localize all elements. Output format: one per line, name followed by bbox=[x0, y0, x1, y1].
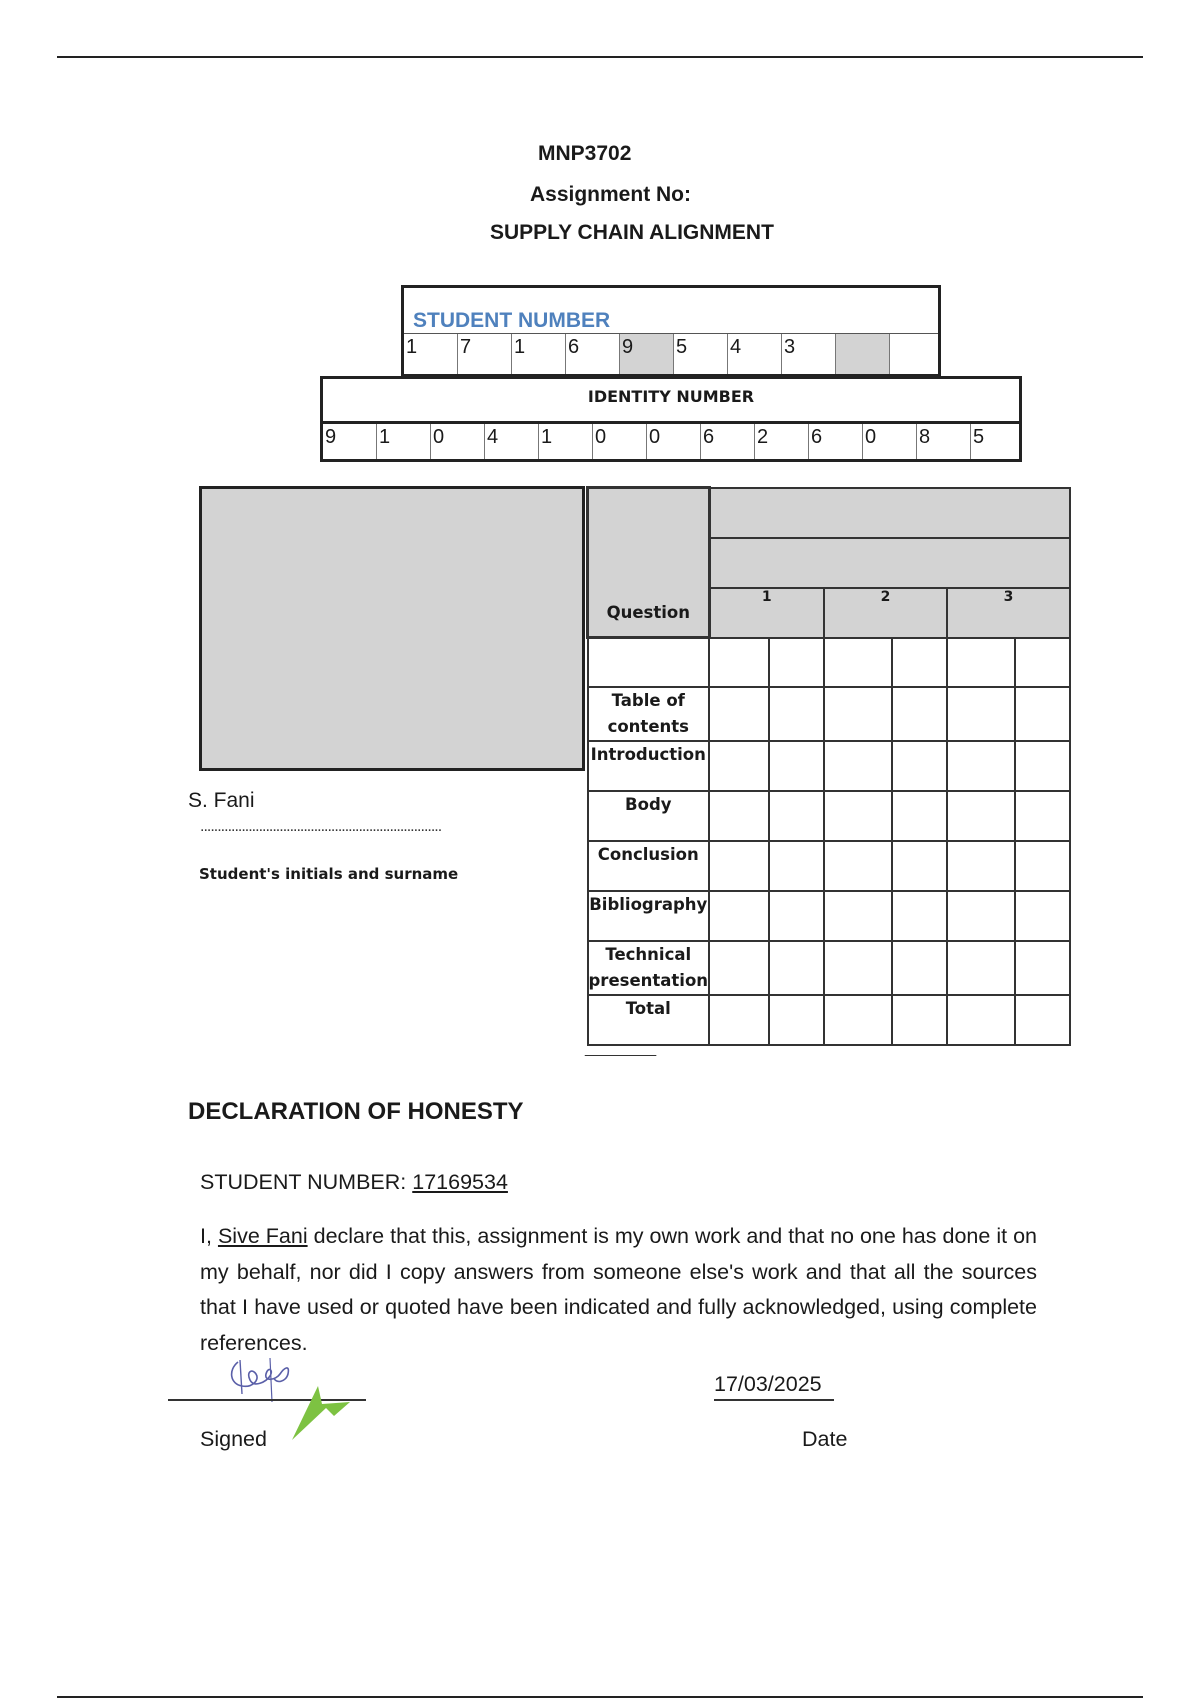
question-header-label: Question bbox=[606, 603, 690, 622]
question-row-label bbox=[588, 638, 710, 687]
column-number-2: 2 bbox=[824, 588, 947, 638]
student-number-digits bbox=[404, 334, 938, 374]
declaration-student-number bbox=[200, 1170, 508, 1195]
student-digit bbox=[836, 334, 890, 374]
identity-digit: 2 bbox=[755, 424, 809, 459]
signed-label: Signed bbox=[200, 1427, 267, 1451]
signer-name: Sive Fani bbox=[217, 1224, 308, 1248]
question-row-label: Table of contents bbox=[588, 687, 710, 741]
identity-digit: 1 bbox=[377, 424, 431, 459]
date-value: 17/03/2025 bbox=[714, 1372, 834, 1401]
student-digit: 6 bbox=[566, 334, 620, 374]
question-row-label: Introduction bbox=[588, 741, 710, 791]
column-number-3: 3 bbox=[947, 588, 1070, 638]
identity-digit: 6 bbox=[701, 424, 755, 459]
student-number-value: 17169534 bbox=[412, 1170, 508, 1194]
date-label: Date bbox=[802, 1427, 848, 1451]
dotted-line: ...................................................................... bbox=[200, 818, 442, 835]
identity-digit: 8 bbox=[917, 424, 971, 459]
declaration-text bbox=[200, 1219, 1037, 1361]
student-digit bbox=[890, 334, 938, 374]
identity-digit: 0 bbox=[431, 424, 485, 459]
identity-digit: 6 bbox=[809, 424, 863, 459]
marks-table bbox=[586, 486, 1071, 1046]
examiner-cell bbox=[709, 538, 1070, 588]
question-row-label: Body bbox=[588, 791, 710, 841]
question-header bbox=[588, 488, 710, 638]
student-digit: 5 bbox=[674, 334, 728, 374]
student-digit: 4 bbox=[728, 334, 782, 374]
identity-digit: 1 bbox=[539, 424, 593, 459]
identity-digit: 5 bbox=[973, 426, 985, 448]
question-row-label: Conclusion bbox=[588, 841, 710, 891]
student-digit: 7 bbox=[458, 334, 512, 374]
identity-digit: 9 bbox=[323, 424, 377, 459]
assignment-label: Assignment No: bbox=[530, 183, 692, 206]
identity-number-label: IDENTITY NUMBER bbox=[587, 387, 755, 406]
student-number-label: STUDENT NUMBER bbox=[413, 309, 611, 332]
identity-digit: 0 bbox=[863, 424, 917, 459]
student-number-box bbox=[401, 285, 941, 377]
identity-number-digits bbox=[323, 424, 1019, 459]
student-name: S. Fani bbox=[188, 789, 255, 812]
course-code: MNP3702 bbox=[538, 142, 632, 165]
question-row-label: Total bbox=[588, 995, 710, 1045]
identity-number-box bbox=[320, 376, 1022, 462]
student-digit: 1 bbox=[404, 334, 458, 374]
student-digit: 3 bbox=[782, 334, 836, 374]
student-digit: 1 bbox=[512, 334, 566, 374]
photo-box bbox=[199, 486, 585, 771]
assignment-title: SUPPLY CHAIN ALIGNMENT bbox=[490, 221, 774, 244]
student-digit: 9 bbox=[620, 334, 674, 374]
declaration-body: declare that this, assignment is my own work and that no one has done it on my behalf, nor did I copy answers from someone else's work and that all the sources that I have used or quoted have been indicated and fully acknowledged, using complete references. bbox=[200, 1224, 1037, 1355]
identity-digit: 0 bbox=[593, 424, 647, 459]
student-number-label: STUDENT NUMBER: bbox=[200, 1170, 407, 1194]
question-row-label: Bibliography bbox=[588, 891, 710, 941]
bottom-rule bbox=[57, 1696, 1143, 1698]
underline-mark: ________ bbox=[585, 1040, 657, 1057]
identity-digit: 4 bbox=[485, 424, 539, 459]
identity-digit: 0 bbox=[647, 424, 701, 459]
question-row-label: Technical presentation bbox=[588, 941, 710, 995]
marker-cell bbox=[709, 488, 1070, 538]
student-caption: Student's initials and surname bbox=[199, 865, 459, 883]
declaration-prefix: I, bbox=[200, 1224, 212, 1248]
declaration-heading: DECLARATION OF HONESTY bbox=[188, 1098, 524, 1125]
checkmark-icon bbox=[288, 1380, 353, 1442]
column-number-1: 1 bbox=[709, 588, 824, 638]
top-rule bbox=[57, 56, 1143, 58]
